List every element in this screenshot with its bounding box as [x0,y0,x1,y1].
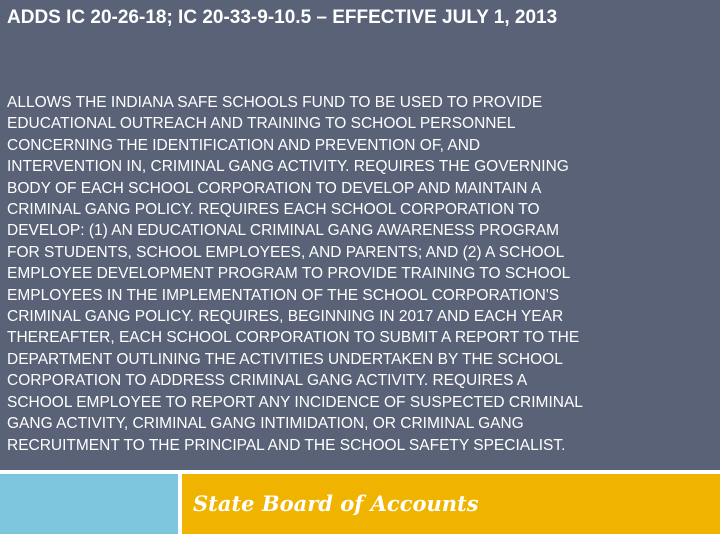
body-line: DEPARTMENT OUTLINING THE ACTIVITIES UNDERTAKEN BY THE SCHOOL [7,350,563,368]
body-line: FOR STUDENTS, SCHOOL EMPLOYEES, AND PARENTS; AND (2) A SCHOOL [7,243,565,261]
body-line: CRIMINAL GANG POLICY. REQUIRES, BEGINNING IN 2017 AND EACH YEAR [7,308,564,326]
body-line: EMPLOYEE DEVELOPMENT PROGRAM TO PROVIDE TRAINING TO SCHOOL [7,265,571,283]
body-line: ALLOWS THE INDIANA SAFE SCHOOLS FUND TO BE USED TO PROVIDE [7,94,543,111]
body-line: EDUCATIONAL OUTREACH AND TRAINING TO SCHOOL PERSONNEL [7,115,516,133]
body-line: THEREAFTER, EACH SCHOOL CORPORATION TO SUBMIT A REPORT TO THE [7,329,580,347]
body-line: BODY OF EACH SCHOOL CORPORATION TO DEVELOP AND MAINTAIN A [7,179,542,197]
slide-body-text [7,92,713,456]
body-line: CONCERNING THE IDENTIFICATION AND PREVENTION OF, AND [7,136,481,154]
body-line: CRIMINAL GANG POLICY. REQUIRES EACH SCHOOL CORPORATION TO [7,201,540,219]
bottom-divider [0,534,720,540]
footer-left-accent-block [0,474,178,534]
body-line: CORPORATION TO ADDRESS CRIMINAL GANG ACTIVITY. REQUIRES A [7,372,528,390]
body-line: SCHOOL EMPLOYEE TO REPORT ANY INCIDENCE OF SUSPECTED CRIMINAL [7,393,583,411]
body-line: RECRUITMENT TO THE PRINCIPAL AND THE SCHOOL SAFETY SPECIALIST. [7,436,566,454]
body-line: EMPLOYEES IN THE IMPLEMENTATION OF THE SCHOOL CORPORATION'S [7,286,560,304]
slide-title: ADDS IC 20-26-18; IC 20-33-9-10.5 – EFFECTIVE JULY 1, 2013 [7,7,558,28]
body-line: DEVELOP: (1) AN EDUCATIONAL CRIMINAL GANG AWARENESS PROGRAM [7,222,560,240]
body-line: INTERVENTION IN, CRIMINAL GANG ACTIVITY. REQUIRES THE GOVERNING [7,158,569,176]
footer-organization-label: State Board of Accounts [193,491,479,516]
body-line: GANG ACTIVITY, CRIMINAL GANG INTIMIDATION, OR CRIMINAL GANG [7,415,524,433]
